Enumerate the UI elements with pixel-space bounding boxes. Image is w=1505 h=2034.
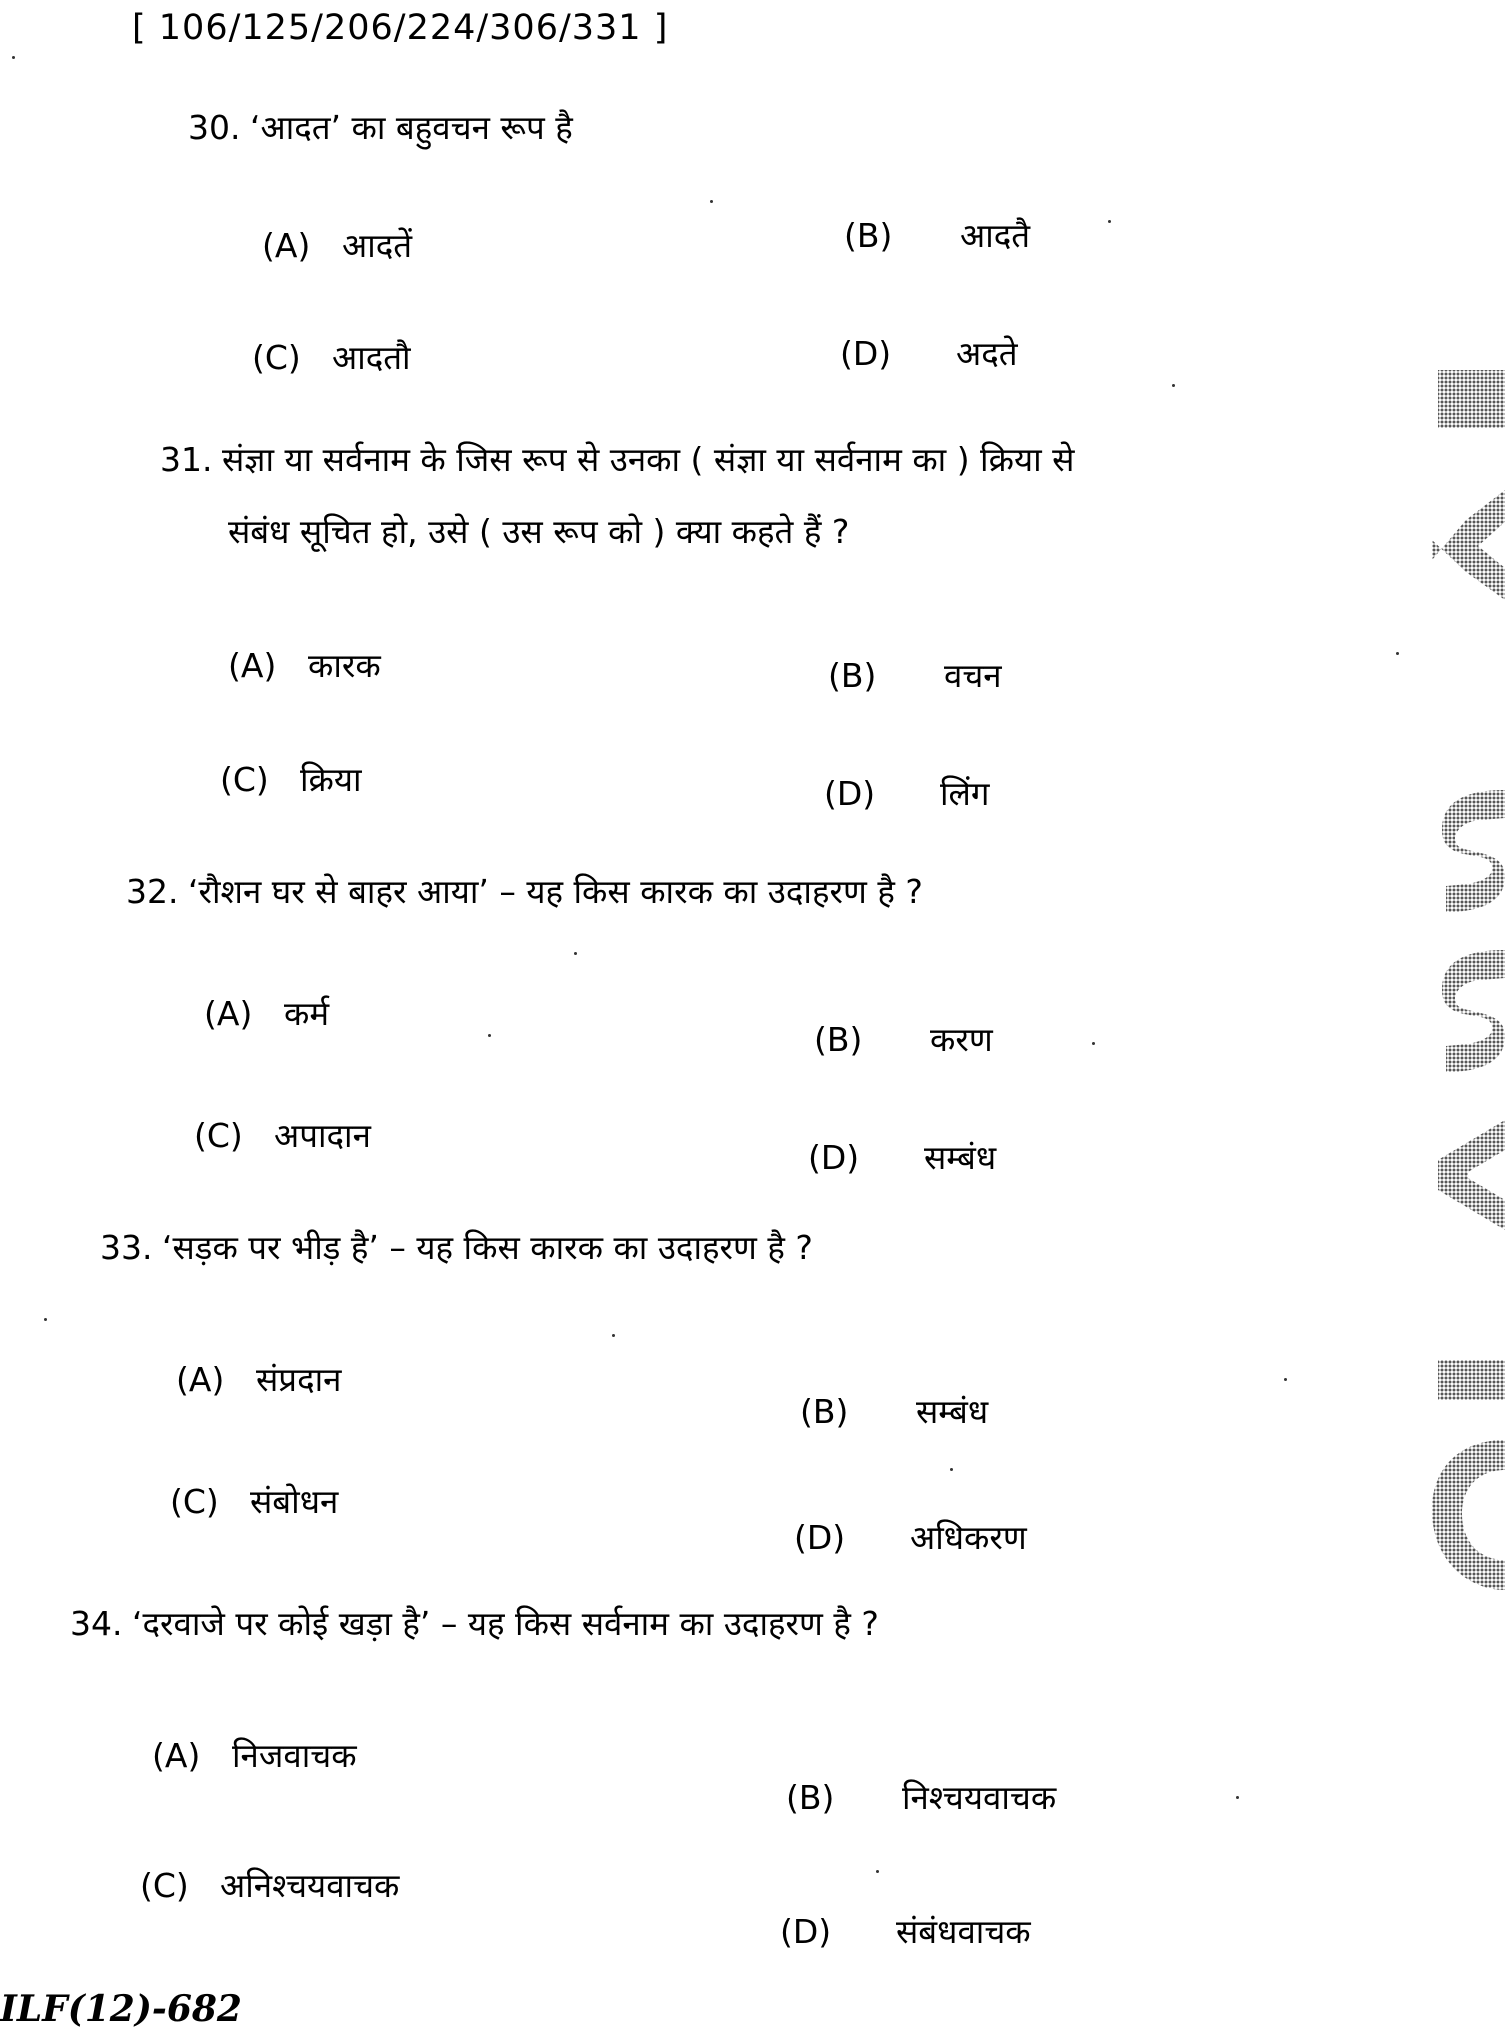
option-label: (A) <box>152 1736 201 1775</box>
option-34-b <box>786 1774 1056 1819</box>
option-text: कर्म <box>284 994 330 1033</box>
scan-speck <box>574 952 577 955</box>
option-label: (D) <box>824 774 876 813</box>
option-text: अदते <box>956 334 1018 373</box>
option-text: क्रिया <box>300 760 362 799</box>
question-number: 30. <box>188 108 241 147</box>
option-33-a <box>176 1356 341 1401</box>
question-text-line1: संज्ञा या सर्वनाम के जिस रूप से उनका ( संज्ञा या सर्वनाम का ) क्रिया से <box>222 440 1075 479</box>
watermark-logo <box>1428 360 1505 1620</box>
option-label: (C) <box>140 1866 189 1905</box>
option-text: सम्बंध <box>916 1392 989 1431</box>
option-text: आदतें <box>342 226 413 265</box>
option-text: अपादान <box>274 1116 371 1155</box>
question-30 <box>188 108 573 148</box>
option-label: (B) <box>814 1020 863 1059</box>
option-label: (C) <box>170 1482 219 1521</box>
question-number: 33. <box>100 1228 153 1267</box>
option-label: (B) <box>844 216 893 255</box>
option-31-a <box>228 642 381 687</box>
scan-speck <box>950 1468 953 1471</box>
option-33-d <box>794 1514 1027 1559</box>
option-label: (B) <box>786 1778 835 1817</box>
scan-speck <box>1284 1378 1287 1381</box>
option-label: (D) <box>794 1518 846 1557</box>
scan-speck <box>1172 384 1175 387</box>
option-text: आदतै <box>960 216 1031 255</box>
option-33-b <box>800 1388 988 1433</box>
option-label: (D) <box>840 334 892 373</box>
scan-speck <box>1236 1796 1239 1799</box>
option-34-d <box>780 1908 1031 1953</box>
option-label: (A) <box>204 994 253 1033</box>
option-label: (A) <box>228 646 277 685</box>
question-text-line2: संबंध सूचित हो, उसे ( उस रूप को ) क्या कहते हैं ? <box>228 511 850 551</box>
option-33-c <box>170 1478 338 1523</box>
scan-speck <box>44 1318 47 1321</box>
option-label: (B) <box>828 656 877 695</box>
option-text: करण <box>930 1020 993 1059</box>
scan-speck <box>710 200 713 203</box>
scan-speck <box>488 1034 491 1037</box>
option-label: (B) <box>800 1392 849 1431</box>
option-label: (A) <box>262 226 311 265</box>
question-34 <box>70 1604 879 1644</box>
scan-speck <box>1092 1042 1095 1045</box>
question-31 <box>160 440 1074 551</box>
paper-codes: [ 106/125/206/224/306/331 ] <box>132 8 669 48</box>
option-label: (C) <box>252 338 301 377</box>
question-number: 34. <box>70 1604 123 1643</box>
option-31-d <box>824 770 990 815</box>
option-label: (C) <box>194 1116 243 1155</box>
scan-speck <box>612 1334 615 1337</box>
footer-code: ILF(12)-682 <box>0 1988 242 2030</box>
option-text: अनिश्चयवाचक <box>220 1866 400 1905</box>
option-30-c <box>252 334 411 379</box>
option-text: संबंधवाचक <box>896 1912 1031 1951</box>
option-32-d <box>808 1134 996 1179</box>
option-31-b <box>828 652 1002 697</box>
option-text: अधिकरण <box>910 1518 1027 1557</box>
option-label: (A) <box>176 1360 225 1399</box>
option-text: संबोधन <box>250 1482 339 1521</box>
option-text: लिंग <box>940 774 990 813</box>
option-30-b <box>844 212 1030 257</box>
option-text: संप्रदान <box>256 1360 342 1399</box>
question-text: ‘सड़क पर भीड़ है’ – यह किस कारक का उदाहरण है ? <box>162 1228 813 1267</box>
option-34-c <box>140 1862 399 1907</box>
option-31-c <box>220 756 362 801</box>
question-33 <box>100 1228 813 1268</box>
option-32-a <box>204 990 329 1035</box>
option-text: निजवाचक <box>232 1736 357 1775</box>
option-text: निश्चयवाचक <box>902 1778 1057 1817</box>
question-number: 31. <box>160 440 213 479</box>
option-34-a <box>152 1732 357 1777</box>
question-text: ‘आदत’ का बहुवचन रूप है <box>250 108 573 147</box>
option-text: आदतौ <box>332 338 411 377</box>
option-32-b <box>814 1016 993 1061</box>
scan-speck <box>876 1870 879 1873</box>
scan-speck <box>1396 652 1399 655</box>
option-32-c <box>194 1112 371 1157</box>
option-30-a <box>262 222 412 267</box>
scan-speck <box>1108 220 1111 223</box>
question-number: 32. <box>126 872 179 911</box>
question-32 <box>126 872 923 912</box>
option-text: कारक <box>308 646 381 685</box>
question-text: ‘रौशन घर से बाहर आया’ – यह किस कारक का उदाहरण है ? <box>188 872 923 911</box>
option-label: (D) <box>780 1912 832 1951</box>
scan-speck <box>12 56 15 59</box>
option-text: सम्बंध <box>924 1138 997 1177</box>
option-text: वचन <box>944 656 1002 695</box>
option-label: (D) <box>808 1138 860 1177</box>
option-label: (C) <box>220 760 269 799</box>
question-text: ‘दरवाजे पर कोई खड़ा है’ – यह किस सर्वनाम का उदाहरण है ? <box>132 1604 879 1643</box>
option-30-d <box>840 330 1018 375</box>
